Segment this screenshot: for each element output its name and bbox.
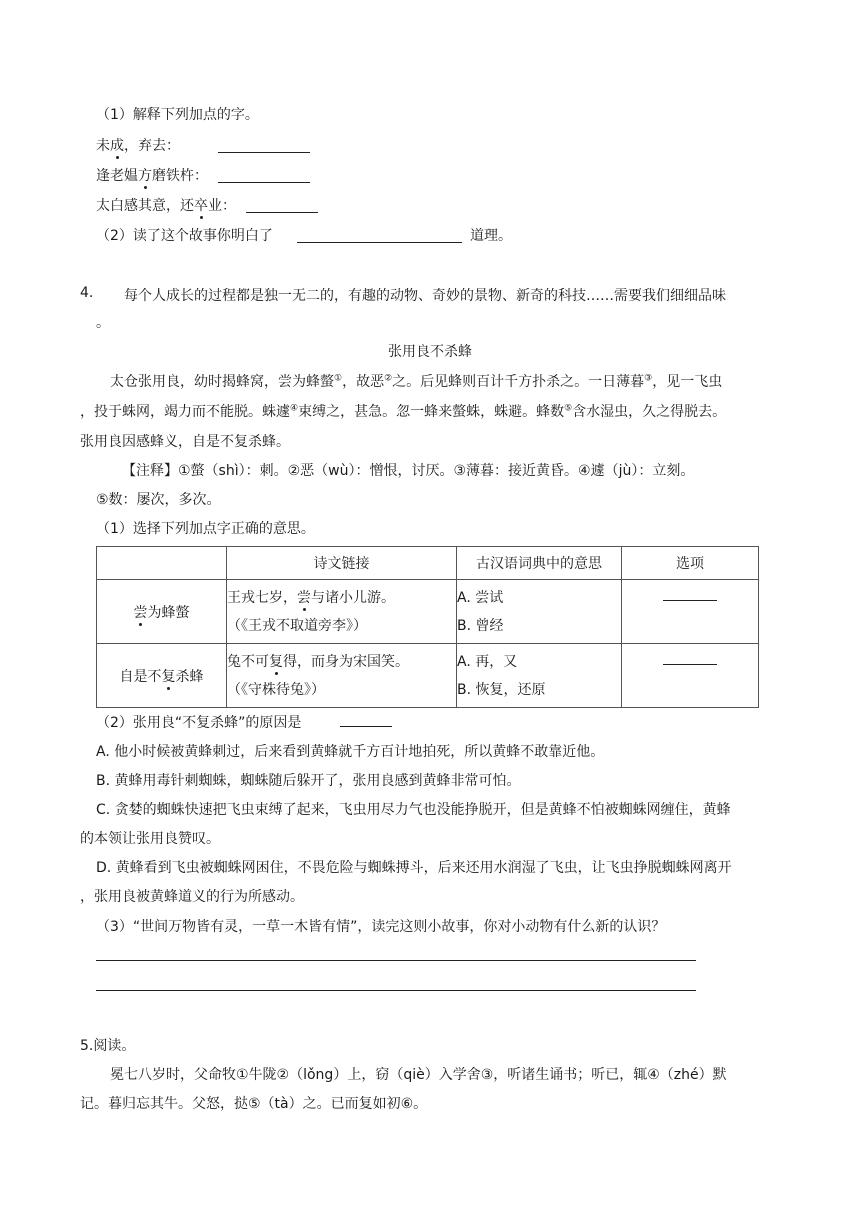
q3-sub1: （1）解释下列加点的字。: [96, 107, 259, 123]
q3-item-1: 未成，弃去：: [96, 138, 180, 154]
table-cell-link: 王戎七岁，尝与诸小儿游。 （《王戎不取道旁李》）: [227, 580, 457, 644]
answer-line[interactable]: [96, 990, 696, 991]
table-cell-link: 兔不可复得，而身为宋国笑。 （《守株待兔》）: [227, 644, 457, 708]
answer-blank[interactable]: [340, 726, 392, 727]
table-cell-meaning: A. 再，又 B. 恢复，还原: [457, 644, 622, 708]
q3-item-3: 太白感其意，还卒业：: [96, 198, 236, 214]
dotted-char: 卒: [194, 198, 208, 214]
table-cell-answer[interactable]: [622, 644, 759, 708]
dotted-char: 方: [138, 168, 152, 184]
option-d-cont: ，张用良被黄蜂道义的行为所感动。: [80, 889, 304, 905]
table-header: 选项: [622, 547, 759, 580]
q5-heading: [80, 1035, 135, 1055]
option-a: A. 他小时候被黄蜂刺过，后来看到黄蜂就千方百计地拍死，所以黄蜂不敢靠近他。: [96, 744, 605, 760]
table-header: 诗文链接: [227, 547, 457, 580]
answer-blank[interactable]: [246, 212, 318, 213]
option-c-cont: 的本领让张用良赞叹。: [80, 831, 220, 847]
answer-blank[interactable]: [663, 664, 717, 665]
table-cell-word: 自是不复杀蜂: [97, 644, 227, 708]
passage-title: 张用良不杀蜂: [388, 344, 472, 360]
answer-blank[interactable]: [218, 152, 310, 153]
q3-sub2-tail: 道理。: [470, 228, 512, 244]
dotted-char: 尝: [297, 589, 311, 606]
q4-intro: 每个人成长的过程都是独一无二的，有趣的动物、奇妙的景物、新奇的科技……需要我们细细品味: [124, 288, 726, 304]
q5-line-2: 记。暮归忘其牛。父怒，挞⑤（tà）之。已而复如初⑥。: [80, 1096, 428, 1112]
q4-sub2: （2）张用良“不复杀蜂”的原因是: [96, 715, 302, 731]
q5-line-1: 冕七八岁时，父命牧①牛陇②（lǒng）上，窃（qiè）入学舍③，听诸生诵书；听已，辄④（zhé）默: [110, 1067, 727, 1083]
q5-number: 5.: [80, 1038, 94, 1054]
q3-item-2: 逢老媪方磨铁杵：: [96, 168, 208, 184]
table-row: [97, 644, 759, 708]
answer-line[interactable]: [96, 960, 696, 961]
table-cell-answer[interactable]: [622, 580, 759, 644]
q4-number: 4.: [80, 285, 94, 301]
dotted-char: 复: [269, 653, 283, 670]
annotation-line-2: ⑤数：屡次，多次。: [96, 492, 221, 508]
option-d: D. 黄蜂看到飞虫被蜘蛛网困住，不畏危险与蜘蛛搏斗，后来还用水润湿了飞虫，让飞虫挣脱蜘蛛网离开: [96, 860, 732, 876]
dotted-char: 复: [161, 668, 176, 685]
table-cell-meaning: A. 尝试 B. 曾经: [457, 580, 622, 644]
q3-sub2: （2）读了这个故事你明白了: [96, 228, 273, 244]
dotted-char: 成: [110, 138, 124, 154]
vocab-table: [96, 546, 759, 708]
table-row: [97, 580, 759, 644]
answer-blank[interactable]: [218, 182, 310, 183]
table-header-row: [97, 547, 759, 580]
passage-line-2: ，投于蛛网，竭力而不能脱。蛛遽④束缚之，甚急。忽一蜂来螫蛛，蛛避。蜂数⑤含水湿虫，久之得脱去。: [80, 403, 727, 420]
q4-sub1: （1）选择下列加点字正确的意思。: [96, 521, 315, 537]
option-c: C. 贪婪的蜘蛛快速把飞虫束缚了起来，飞虫用尽力气也没能挣脱开，但是黄蜂不怕被蜘蛛网缠住，黄蜂: [96, 802, 731, 818]
q5-title: 阅读。: [93, 1038, 136, 1054]
table-cell-word: 尝为蜂螫: [97, 580, 227, 644]
dotted-char: 尝: [133, 604, 148, 621]
q4-intro-end: 。: [96, 315, 110, 331]
q4-sub3: （3）“世间万物皆有灵，一草一木皆有情”，读完这则小故事，你对小动物有什么新的认识？: [96, 919, 666, 935]
annotation-line-1: 【注释】①螫（shì）：刺。②恶（wù）：憎恨，讨厌。③薄暮：接近黄昏。④遽（jù）：立刻。: [122, 463, 695, 479]
answer-blank[interactable]: [663, 600, 717, 601]
passage-line-1: 太仓张用良，幼时揭蜂窝，尝为蜂螫①，故恶②之。后见蜂则百计千方扑杀之。一日薄暮③，见一飞虫: [110, 373, 723, 390]
option-b: B. 黄蜂用毒针刺蜘蛛，蜘蛛随后躲开了，张用良感到黄蜂非常可怕。: [96, 773, 521, 789]
table-header: [97, 547, 227, 580]
table-header: 古汉语词典中的意思: [457, 547, 622, 580]
passage-line-3: 张用良因感蜂义，自是不复杀蜂。: [80, 434, 290, 450]
answer-blank[interactable]: [297, 242, 462, 243]
